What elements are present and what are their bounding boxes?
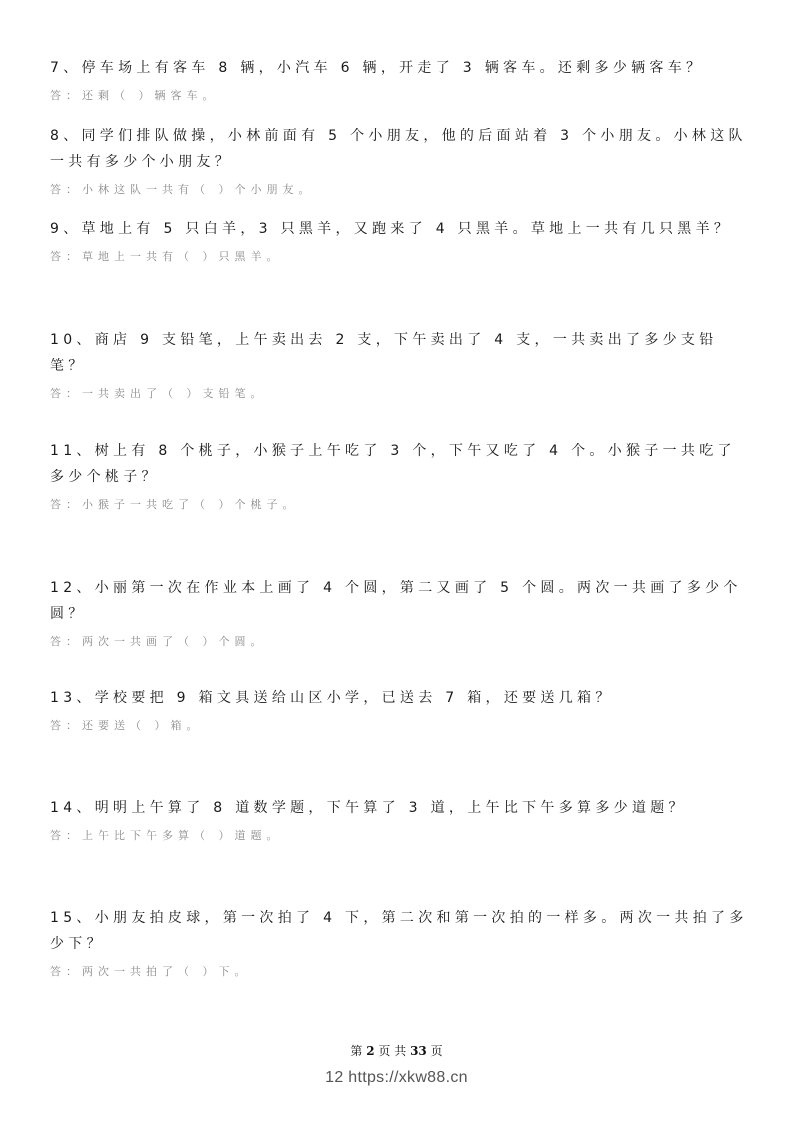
page-footer bbox=[0, 1042, 793, 1059]
footer-pre: 第 bbox=[350, 1044, 363, 1058]
question-15 bbox=[50, 905, 750, 981]
question-text: 12、小丽第一次在作业本上画了 4 个圆，第二又画了 5 个圆。两次一共画了多少个圆？ bbox=[50, 580, 742, 622]
answer-line: 答：两次一共拍了（ ）下。 bbox=[50, 965, 251, 978]
question-text: 15、小朋友拍皮球，第一次拍了 4 下，第二次和第一次拍的一样多。两次一共拍了多少下？ bbox=[50, 910, 748, 952]
question-9 bbox=[50, 216, 750, 266]
question-text: 7、停车场上有客车 8 辆，小汽车 6 辆，开走了 3 辆客车。还剩多少辆客车？ bbox=[50, 60, 705, 76]
question-14 bbox=[50, 795, 750, 845]
answer-line: 答：小猴子一共吃了（ ）个桃子。 bbox=[50, 498, 299, 511]
question-8 bbox=[50, 123, 750, 199]
answer-line: 答：上午比下午多算（ ）道题。 bbox=[50, 829, 283, 842]
footer-total-pages: 33 bbox=[410, 1044, 427, 1058]
question-12 bbox=[50, 575, 750, 651]
question-text: 14、明明上午算了 8 道数学题，下午算了 3 道，上午比下午多算多少道题？ bbox=[50, 800, 687, 816]
question-13 bbox=[50, 685, 750, 735]
answer-line: 答：一共卖出了（ ）支铅笔。 bbox=[50, 387, 267, 400]
question-11 bbox=[50, 438, 750, 514]
question-text: 13、学校要把 9 箱文具送给山区小学，已送去 7 箱，还要送几箱？ bbox=[50, 690, 614, 706]
question-10 bbox=[50, 327, 750, 403]
footer-post: 页 bbox=[430, 1044, 443, 1058]
question-text: 8、同学们排队做操，小林前面有 5 个小朋友，他的后面站着 3 个小朋友。小林这队一共有多少个小朋友？ bbox=[50, 128, 747, 170]
footer-page-number: 2 bbox=[366, 1044, 375, 1058]
answer-line: 答：还剩（ ）辆客车。 bbox=[50, 89, 219, 102]
answer-line: 答：小林这队一共有（ ）个小朋友。 bbox=[50, 183, 315, 196]
question-text: 11、树上有 8 个桃子，小猴子上午吃了 3 个，下午又吃了 4 个。小猴子一共吃了多少个桃子？ bbox=[50, 443, 736, 485]
answer-line: 答：还要送（ ）箱。 bbox=[50, 719, 203, 732]
watermark-text: 12 https://xkw88.cn bbox=[325, 1069, 468, 1086]
question-text: 10、商店 9 支铅笔，上午卖出去 2 支，下午卖出了 4 支，一共卖出了多少支铅笔？ bbox=[50, 332, 718, 374]
question-7 bbox=[50, 55, 750, 105]
answer-line: 答：草地上一共有（ ）只黑羊。 bbox=[50, 250, 283, 263]
footer-mid: 页 共 bbox=[378, 1044, 407, 1058]
answer-line: 答：两次一共画了（ ）个圆。 bbox=[50, 635, 267, 648]
question-text: 9、草地上有 5 只白羊，3 只黑羊，又跑来了 4 只黑羊。草地上一共有几只黑羊？ bbox=[50, 221, 733, 237]
